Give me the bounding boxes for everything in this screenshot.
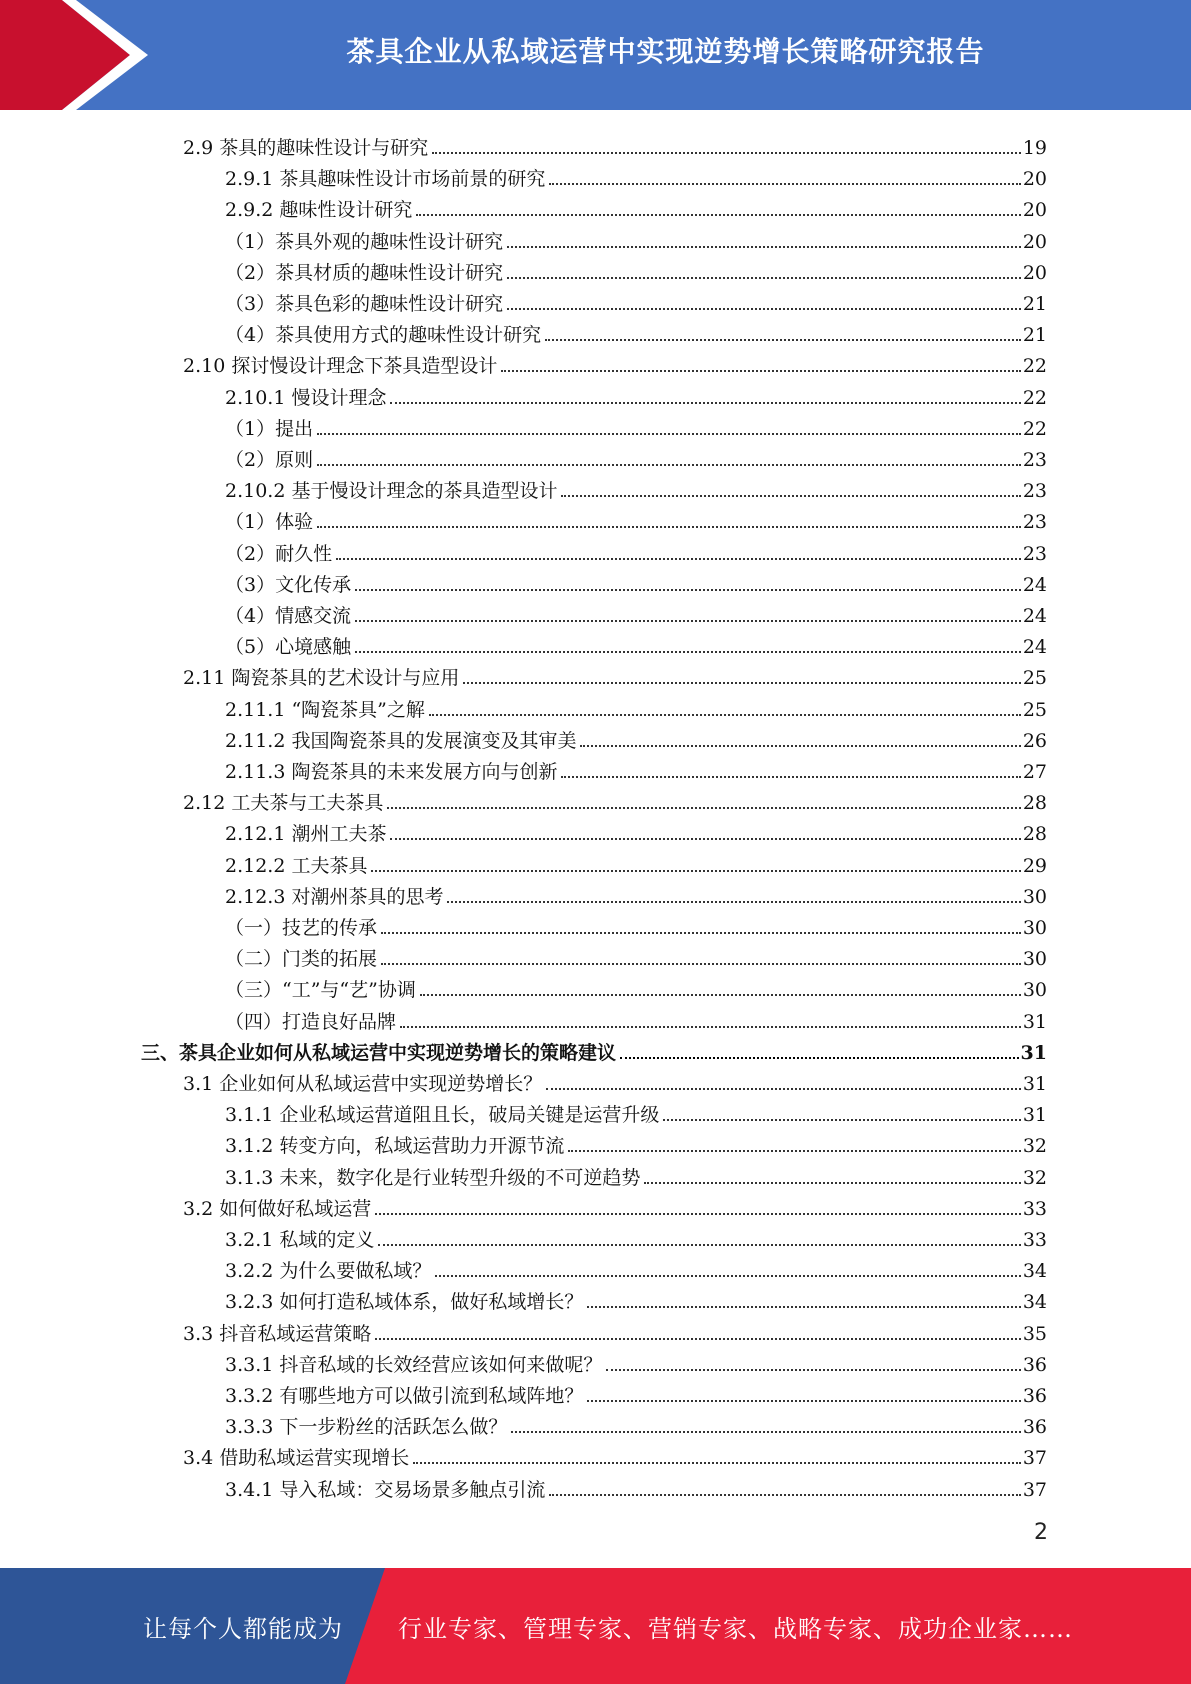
toc-entry[interactable]	[225, 284, 1047, 315]
toc-entry[interactable]	[183, 783, 1047, 814]
toc-entry-page: 22	[1022, 386, 1047, 409]
toc-dot-leader	[429, 714, 1021, 716]
toc-dot-leader	[432, 152, 1021, 154]
toc-dot-leader	[416, 214, 1020, 216]
toc-dot-leader	[317, 464, 1021, 466]
toc-entry-label: 2.11.3 陶瓷茶具的未来发展方向与创新	[225, 761, 558, 783]
toc-entry-page: 27	[1022, 761, 1047, 783]
toc-entry-label: 3.3.3 下一步粉丝的活跃怎么做？	[225, 1416, 508, 1439]
toc-entry-label: 2.11.1 “陶瓷茶具”之解	[225, 698, 425, 721]
toc-dot-leader	[355, 589, 1021, 591]
toc-dot-leader	[507, 308, 1021, 310]
toc-dot-leader	[463, 682, 1020, 684]
toc-entry-label: （1）茶具外观的趣味性设计研究	[225, 230, 504, 253]
toc-entry-label: （四）打造良好品牌	[225, 1010, 397, 1033]
toc-entry-page: 25	[1022, 698, 1047, 721]
toc-dot-leader	[549, 183, 1020, 185]
footer-slogan-left: 让每个人都能成为	[143, 1614, 343, 1643]
toc-entry-page: 29	[1022, 854, 1047, 877]
toc-entry[interactable]	[225, 721, 1047, 752]
toc-entry-page: 21	[1022, 324, 1047, 347]
toc-entry[interactable]	[225, 159, 1047, 190]
toc-entry-page: 31	[1020, 1041, 1047, 1064]
toc-entry[interactable]	[225, 1158, 1047, 1189]
toc-entry-page: 23	[1022, 511, 1047, 534]
toc-entry-page: 36	[1022, 1416, 1047, 1439]
toc-dot-leader	[381, 963, 1021, 965]
toc-entry[interactable]	[225, 565, 1047, 596]
toc-entry[interactable]	[225, 315, 1047, 346]
toc-entry[interactable]	[183, 1314, 1047, 1345]
toc-dot-leader	[447, 901, 1020, 903]
toc-entry-label: 3.1.3 未来，数字化是行业转型升级的不可逆趋势	[225, 1166, 641, 1189]
toc-entry-page: 34	[1022, 1291, 1047, 1314]
toc-entry[interactable]	[225, 690, 1047, 721]
toc-dot-leader	[435, 1275, 1020, 1277]
toc-entry[interactable]	[225, 970, 1047, 1001]
toc-entry-label: （2）原则	[225, 449, 314, 471]
toc-dot-leader	[561, 495, 1020, 497]
toc-dot-leader	[549, 1494, 1020, 1496]
toc-entry[interactable]	[183, 1438, 1047, 1469]
report-title: 茶具企业从私域运营中实现逆势增长策略研究报告	[346, 35, 985, 68]
toc-dot-leader	[587, 1306, 1020, 1308]
toc-entry-label: 2.10 探讨慢设计理念下茶具造型设计	[183, 355, 498, 378]
toc-entry-label: 3.2 如何做好私域运营	[183, 1197, 372, 1220]
toc-entry-page: 30	[1022, 917, 1047, 939]
toc-entry-page: 33	[1022, 1229, 1047, 1251]
toc-dot-leader	[546, 1088, 1021, 1090]
toc-dot-leader	[545, 339, 1021, 341]
toc-entry[interactable]	[183, 658, 1047, 689]
toc-entry[interactable]	[183, 128, 1047, 159]
toc-entry[interactable]	[225, 534, 1047, 565]
toc-entry-label: 2.9.2 趣味性设计研究	[225, 199, 413, 222]
toc-entry[interactable]	[225, 1376, 1047, 1407]
toc-entry[interactable]	[225, 1002, 1047, 1033]
toc-entry-label: （二）门类的拓展	[225, 948, 378, 971]
toc-entry[interactable]	[141, 1033, 1047, 1064]
toc-entry[interactable]	[225, 627, 1047, 658]
toc-entry[interactable]	[225, 1345, 1047, 1376]
toc-entry-page: 36	[1022, 1385, 1047, 1407]
toc-entry-label: 2.12.3 对潮州茶具的思考	[225, 885, 444, 908]
toc-dot-leader	[644, 1182, 1020, 1184]
toc-dot-leader	[420, 994, 1021, 996]
toc-dot-leader	[371, 870, 1020, 872]
toc-dot-leader	[507, 277, 1021, 279]
toc-dot-leader	[381, 932, 1021, 934]
toc-entry[interactable]	[225, 846, 1047, 877]
toc-entry[interactable]	[225, 752, 1047, 783]
toc-entry-label: （4）情感交流	[225, 605, 352, 627]
toc-entry[interactable]	[225, 1126, 1047, 1157]
toc-entry-label: （3）茶具色彩的趣味性设计研究	[225, 293, 504, 315]
toc-entry-label: 3.2.3 如何打造私域体系，做好私域增长？	[225, 1291, 584, 1314]
toc-entry[interactable]	[225, 440, 1047, 471]
toc-entry-page: 24	[1022, 636, 1047, 659]
toc-dot-leader	[355, 620, 1021, 622]
toc-entry-label: 2.10.2 基于慢设计理念的茶具造型设计	[225, 480, 558, 503]
toc-entry-label: 3.4.1 导入私域：交易场景多触点引流	[225, 1478, 546, 1501]
toc-entry[interactable]	[225, 1407, 1047, 1438]
toc-entry-label: （一）技艺的传承	[225, 917, 378, 939]
toc-entry-page: 32	[1022, 1135, 1047, 1158]
toc-entry[interactable]	[225, 1220, 1047, 1251]
toc-entry-label: （1）提出	[225, 417, 314, 440]
toc-entry[interactable]	[225, 814, 1047, 845]
page-number: 2	[1034, 1520, 1048, 1545]
toc-dot-leader	[355, 651, 1021, 653]
toc-entry-label: 3.2.2 为什么要做私域？	[225, 1260, 432, 1283]
toc-entry-page: 22	[1022, 355, 1047, 378]
toc-entry-label: （3）文化传承	[225, 573, 352, 596]
toc-entry-page: 30	[1022, 948, 1047, 971]
toc-dot-leader	[620, 1057, 1019, 1059]
toc-dot-leader	[375, 1338, 1021, 1340]
toc-entry-label: 2.12.2 工夫茶具	[225, 854, 368, 877]
toc-entry-page: 32	[1022, 1166, 1047, 1189]
toc-entry-label: （三）“工”与“艺”协调	[225, 979, 416, 1002]
toc-entry[interactable]	[225, 1470, 1047, 1501]
toc-entry[interactable]	[225, 939, 1047, 970]
toc-entry-label: 2.12 工夫茶与工夫茶具	[183, 792, 384, 815]
toc-dot-leader	[390, 838, 1020, 840]
page-header	[0, 0, 1191, 110]
toc-entry[interactable]	[183, 1189, 1047, 1220]
toc-entry-page: 31	[1022, 1104, 1047, 1127]
toc-entry[interactable]	[225, 190, 1047, 221]
toc-entry[interactable]	[183, 346, 1047, 377]
toc-entry[interactable]	[225, 378, 1047, 409]
toc-entry-page: 20	[1022, 199, 1047, 222]
toc-entry-label: 2.11.2 我国陶瓷茶具的发展演变及其审美	[225, 729, 577, 752]
toc-entry[interactable]	[225, 222, 1047, 253]
toc-entry-page: 35	[1022, 1322, 1047, 1345]
toc-entry-page: 30	[1022, 979, 1047, 1002]
toc-entry[interactable]	[225, 908, 1047, 939]
toc-entry-page: 31	[1022, 1073, 1047, 1095]
toc-entry-label: 2.10.1 慢设计理念	[225, 386, 387, 409]
toc-entry-label: 3.4 借助私域运营实现增长	[183, 1447, 410, 1470]
toc-entry-page: 23	[1022, 480, 1047, 503]
toc-dot-leader	[580, 745, 1020, 747]
toc-entry-page: 22	[1022, 417, 1047, 440]
toc-dot-leader	[413, 1462, 1021, 1464]
toc-dot-leader	[501, 370, 1020, 372]
toc-entry-page: 20	[1022, 230, 1047, 253]
toc-entry-label: 2.11 陶瓷茶具的艺术设计与应用	[183, 667, 460, 690]
toc-entry-label: （2）茶具材质的趣味性设计研究	[225, 261, 504, 284]
toc-entry[interactable]	[225, 1282, 1047, 1313]
toc-dot-leader	[587, 1400, 1020, 1402]
toc-dot-leader	[400, 1026, 1021, 1028]
toc-entry-label: （2）耐久性	[225, 542, 333, 565]
toc-entry-label: 2.9.1 茶具趣味性设计市场前景的研究	[225, 168, 546, 191]
toc-dot-leader	[317, 433, 1021, 435]
toc-entry-page: 19	[1022, 137, 1047, 159]
toc-entry-page: 31	[1022, 1010, 1047, 1033]
toc-entry-page: 20	[1022, 261, 1047, 284]
toc-entry-label: （1）体验	[225, 511, 314, 534]
toc-entry-page: 28	[1022, 792, 1047, 815]
toc-dot-leader	[568, 1150, 1020, 1152]
toc-entry-page: 37	[1022, 1447, 1047, 1470]
toc-entry-page: 37	[1022, 1478, 1047, 1501]
toc-entry-label: （5）心境感触	[225, 636, 352, 659]
toc-entry-label: 3.2.1 私域的定义	[225, 1229, 375, 1251]
toc-entry-label: 3.3.2 有哪些地方可以做引流到私域阵地？	[225, 1385, 584, 1407]
toc-entry-page: 21	[1022, 293, 1047, 315]
toc-dot-leader	[511, 1431, 1020, 1433]
toc-dot-leader	[663, 1119, 1020, 1121]
toc-entry-page: 28	[1022, 823, 1047, 846]
toc-entry-page: 24	[1022, 605, 1047, 627]
toc-entry-label: 2.12.1 潮州工夫茶	[225, 823, 387, 846]
toc-dot-leader	[317, 526, 1021, 528]
toc-entry[interactable]	[225, 409, 1047, 440]
toc-entry-label: 3.1.1 企业私域运营道阻且长，破局关键是运营升级	[225, 1104, 660, 1127]
toc-entry-page: 30	[1022, 885, 1047, 908]
toc-dot-leader	[606, 1369, 1020, 1371]
toc-dot-leader	[387, 807, 1020, 809]
toc-entry-page: 33	[1022, 1197, 1047, 1220]
toc-entry[interactable]	[225, 471, 1047, 502]
toc-entry-label: 三、茶具企业如何从私域运营中实现逆势增长的策略建议	[141, 1041, 617, 1064]
toc-entry[interactable]	[225, 502, 1047, 533]
toc-entry-label: 3.1 企业如何从私域运营中实现逆势增长？	[183, 1073, 543, 1095]
toc-entry-label: 2.9 茶具的趣味性设计与研究	[183, 137, 429, 159]
toc-entry-page: 36	[1022, 1353, 1047, 1376]
toc-entry-label: （4）茶具使用方式的趣味性设计研究	[225, 324, 542, 347]
toc-entry[interactable]	[225, 1095, 1047, 1126]
toc-entry-label: 3.1.2 转变方向，私域运营助力开源节流	[225, 1135, 565, 1158]
toc-dot-leader	[336, 558, 1021, 560]
toc-entry[interactable]	[225, 253, 1047, 284]
toc-entry-page: 20	[1022, 168, 1047, 191]
toc-entry[interactable]	[225, 1251, 1047, 1282]
toc-dot-leader	[375, 1213, 1021, 1215]
toc-entry-page: 23	[1022, 542, 1047, 565]
toc-entry[interactable]	[225, 877, 1047, 908]
toc-entry-page: 24	[1022, 573, 1047, 596]
red-chevron-decoration	[0, 0, 160, 110]
toc-dot-leader	[390, 402, 1020, 404]
toc-dot-leader	[561, 776, 1020, 778]
toc-entry-page: 26	[1022, 729, 1047, 752]
toc-entry-label: 3.3 抖音私域运营策略	[183, 1322, 372, 1345]
toc-entry-page: 25	[1022, 667, 1047, 690]
toc-dot-leader	[378, 1244, 1020, 1246]
footer-slogan-right: 行业专家、管理专家、营销专家、战略专家、成功企业家……	[398, 1614, 1073, 1643]
toc-entry-label: 3.3.1 抖音私域的长效经营应该如何来做呢？	[225, 1353, 603, 1376]
toc-dot-leader	[507, 246, 1021, 248]
toc-entry[interactable]	[183, 1064, 1047, 1095]
toc-entry-page: 34	[1022, 1260, 1047, 1283]
toc-entry-page: 23	[1022, 449, 1047, 471]
page-footer	[0, 1568, 1191, 1684]
toc-entry[interactable]	[225, 596, 1047, 627]
